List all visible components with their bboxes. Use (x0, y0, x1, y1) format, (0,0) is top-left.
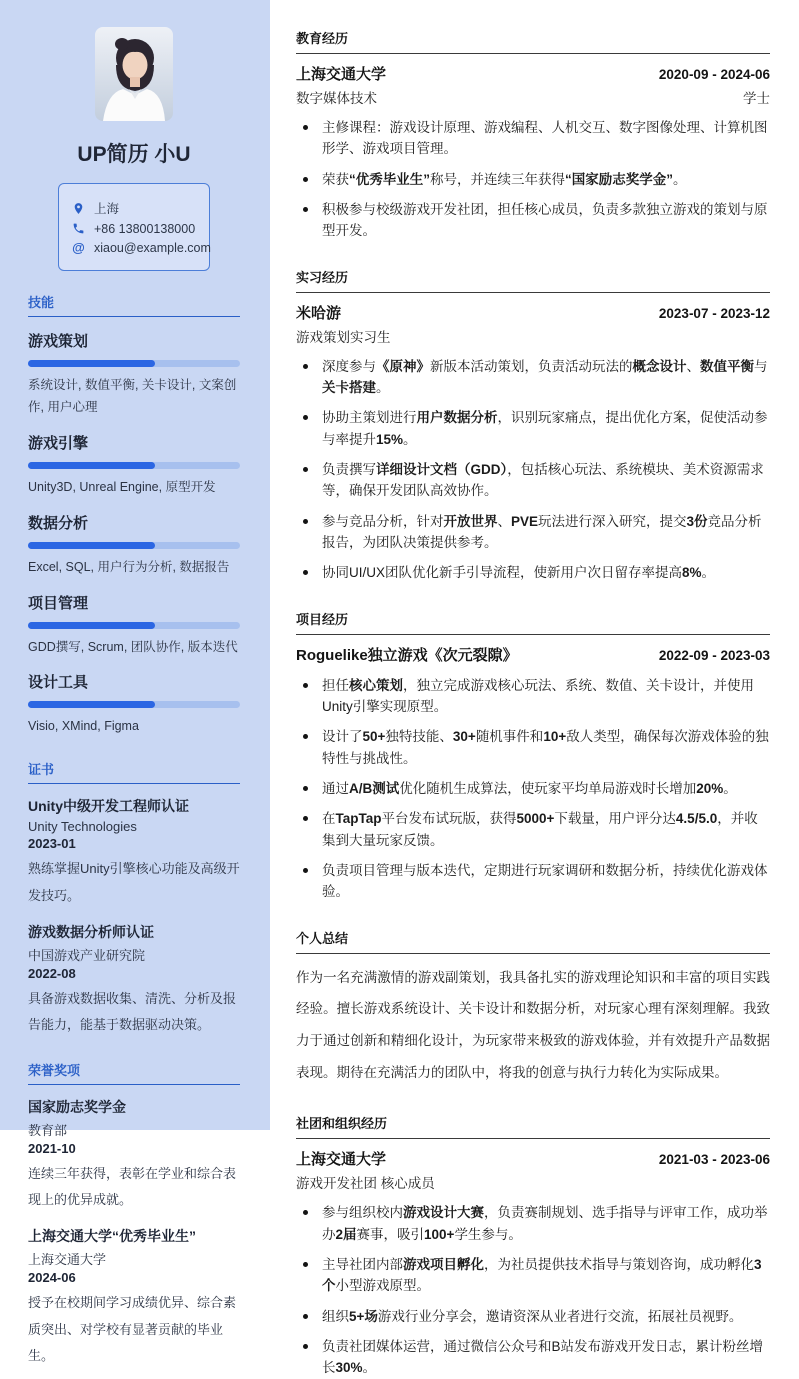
entry-header (296, 302, 770, 323)
bullet-text: ，包括核心玩法、系统模块、美术资源需求等，确保开发团队高效协作。 (322, 461, 764, 499)
entry-date: 2022-09 - 2023-03 (658, 647, 770, 663)
bullet-item (296, 169, 770, 190)
entry-subtitle: 游戏开发社团 核心成员 (296, 1176, 435, 1192)
skill-bar-fill (28, 542, 155, 549)
entry-header (296, 1148, 770, 1169)
skill-name: 设计工具 (28, 674, 89, 692)
entry-subtitle-row (296, 1172, 770, 1192)
bullet-text-bold: 20% (696, 780, 724, 796)
bullet-item (296, 726, 770, 769)
entry-header (296, 644, 770, 665)
skill-bar-fill (28, 701, 155, 708)
credential-name: 上海交通大学“优秀毕业生” (28, 1228, 196, 1245)
bullet-text: 积极参与校级游戏开发社团，担任核心成员，负责多款独立游戏的策划与原型开发。 (322, 201, 768, 239)
main-content (270, 0, 799, 1376)
credential-date: 2021-10 (28, 1140, 76, 1156)
entry-subtitle-row (296, 326, 770, 346)
section-title: 社团和组织经历 (296, 1113, 770, 1139)
bullet-item (296, 778, 770, 799)
skill-bar-fill (28, 360, 155, 367)
bullet-text: 赛事，吸引 (356, 1226, 425, 1242)
bullet-text: ，识别玩家痛点，提出优化方案，促使活动参与率提升 (322, 410, 768, 447)
bullet-text: 。 (673, 171, 687, 187)
entry-date: 2023-07 - 2023-12 (658, 305, 770, 321)
skill-name: 游戏策划 (28, 333, 89, 350)
bullet-text: 独特技能、 (385, 729, 453, 745)
sidebar (0, 0, 270, 1364)
summary-paragraph: 作为一名充满激情的游戏副策划，我具备扎实的游戏理论知识和丰富的项目实践经验。擅长游戏系统设计、关卡设计和数据分析，对玩家心理有深刻理解。我致力于通过创新和精细化设计，为玩家带来极致的游戏体验，并有效提升产品数据表现。期待在充满活力的团队中，将我的创意与执行力转化为实际成果。 (296, 969, 770, 1080)
entry-title: Roguelike独立游戏《次元裂隙》 (296, 646, 518, 664)
bullet-text: 游戏行业分享会，邀请资深从业者进行交流，拓展社员视野。 (377, 1308, 743, 1324)
entry-title: 上海交通大学 (296, 1151, 387, 1169)
skill-bar (28, 542, 240, 549)
bullet-text-bold: 5+场 (349, 1308, 378, 1324)
bullet-text: 玩法进行深入研究，提交 (538, 513, 687, 529)
awards-section-title: 荣誉奖项 (28, 1060, 240, 1085)
entry-degree: 学士 (743, 91, 770, 106)
skill-bar (28, 462, 240, 469)
skill-bar (28, 360, 240, 367)
skill-bar-fill (28, 622, 155, 629)
bullet-text: 主修课程：游戏设计原理、游戏编程、人机交互、数字图像处理、计算机图形学、游戏项目管理。 (322, 120, 768, 157)
bullet-text-bold: PVE (511, 513, 539, 529)
bullet-list (296, 356, 770, 584)
bullet-text: ，负责赛制规划、选手指导与评审工作，成功举办 (322, 1205, 768, 1242)
bullet-text-bold: “优秀毕业生” (349, 171, 430, 187)
bullet-list (296, 1202, 770, 1378)
bullet-text-bold: 15% (376, 431, 404, 447)
skill-description: GDD撰写, Scrum, 团队协作, 版本迭代 (28, 639, 238, 654)
section-title: 个人总结 (296, 928, 770, 954)
bullet-text: 。 (403, 431, 417, 447)
bullet-text-bold: 游戏设计大赛 (403, 1205, 484, 1221)
skill-item (28, 671, 240, 738)
bullet-item (296, 459, 770, 502)
bullet-item (296, 860, 770, 903)
bullet-text: 。 (376, 379, 390, 395)
section-title: 实习经历 (296, 267, 770, 293)
skill-bar (28, 622, 240, 629)
bullet-text-bold: 50+ (362, 729, 386, 745)
bullet-item (296, 407, 770, 450)
bullet-text-bold: 100+ (424, 1226, 455, 1242)
bullet-text-bold: “国家励志奖学金” (565, 171, 673, 187)
contact-text: +86 13800138000 (94, 221, 196, 236)
credential-description: 授予在校期间学习成绩优异、综合素质突出、对学校有显著贡献的毕业生。 (28, 1295, 237, 1364)
entry-title: 米哈游 (296, 304, 342, 322)
bullet-text-bold: 2届 (335, 1226, 357, 1242)
main-section (296, 1113, 770, 1378)
bullet-text-bold: A/B测试 (349, 780, 400, 796)
bullet-text-bold: 开放世界 (443, 513, 498, 529)
contact-row (71, 240, 211, 255)
credential-item (28, 922, 240, 1039)
bullet-text: 协同UI/UX团队优化新手引导流程，使新用户次日留存率提高 (322, 565, 683, 581)
bullet-text-bold: TapTap (335, 811, 382, 827)
entry-header (296, 63, 770, 84)
awards-list (28, 1097, 240, 1370)
skill-name: 数据分析 (28, 514, 89, 532)
skill-description: Visio, XMind, Figma (28, 719, 139, 734)
entry-date: 2021-03 - 2023-06 (658, 1152, 770, 1168)
entry-title: 上海交通大学 (296, 66, 387, 83)
skill-name: 游戏引擎 (28, 434, 89, 452)
bullet-item (296, 1336, 770, 1379)
bullet-text: 参与组织校内 (322, 1205, 403, 1221)
bullet-text-bold: 关卡搭建 (322, 379, 376, 395)
bullet-text: 设计了 (322, 729, 363, 745)
bullet-item (296, 1254, 770, 1297)
bullet-text-bold: 3个 (322, 1257, 762, 1294)
bullet-text-bold: 《原神》 (376, 358, 430, 374)
bullet-text: 在 (322, 811, 336, 827)
skill-item (28, 432, 240, 499)
bullet-text: 与 (754, 358, 768, 374)
phone-icon (71, 221, 86, 236)
bullet-text: 竞品分析报告，为团队决策提供参考。 (322, 513, 762, 550)
bullet-text: 称号，并连续三年获得 (430, 171, 565, 187)
entry-subtitle: 数字媒体技术 (296, 91, 377, 106)
bullet-text: 负责项目管理与版本迭代，定期进行玩家调研和数据分析，持续优化游戏体验。 (322, 862, 768, 900)
bullet-text-bold: 30% (335, 1360, 363, 1376)
credential-name: Unity中级开发工程师认证 (28, 798, 189, 815)
credential-name: 游戏数据分析师认证 (28, 923, 154, 940)
bullet-text: 负责社团媒体运营，通过微信公众号和B站发布游戏开发日志，累计粉丝增长 (322, 1339, 764, 1376)
bullet-text: ，独立完成游戏核心玩法、系统、数值、关卡设计，并使用Unity引擎实现原型。 (322, 677, 754, 714)
candidate-name: UP简历 小U (77, 143, 191, 166)
bullet-list (296, 675, 770, 903)
bullet-item (296, 199, 770, 242)
main-section (296, 609, 770, 903)
bullet-text: 。 (723, 780, 737, 796)
credential-date: 2023-01 (28, 836, 76, 852)
contact-row (71, 199, 199, 217)
entry-subtitle-row (296, 87, 770, 107)
contact-text: xiaou@example.com (94, 240, 211, 255)
credential-issuer: Unity Technologies (28, 819, 137, 835)
bullet-text: 新版本活动策划，负责活动玩法的 (430, 358, 633, 374)
bullet-text-bold: 游戏项目孵化 (403, 1257, 484, 1273)
bullet-text-bold: 30+ (452, 729, 476, 745)
skill-name: 项目管理 (28, 594, 89, 612)
bullet-text: ，并收集到大量玩家反馈。 (322, 811, 758, 848)
bullet-text-bold: 10+ (543, 729, 567, 745)
bullet-text-bold: 3份 (686, 513, 708, 529)
skill-bar (28, 701, 240, 708)
certs-list (28, 796, 240, 1039)
skills-section-title: 技能 (28, 292, 240, 317)
main-section (296, 267, 770, 584)
bullet-text: 组织 (322, 1308, 349, 1324)
bullet-text: 敌人类型，确保每次游戏体验的独特性与挑战性。 (322, 729, 769, 766)
bullet-text: 。 (362, 1360, 377, 1376)
entry-date: 2020-09 - 2024-06 (658, 67, 770, 82)
certs-section-title: 证书 (28, 759, 240, 784)
credential-description: 熟练掌握Unity引擎核心功能及高级开发技巧。 (28, 861, 240, 903)
skill-item (28, 592, 240, 659)
bullet-item (296, 808, 770, 851)
bullet-text: ，为社员提供技术指导与策划咨询，成功孵化 (484, 1257, 754, 1273)
bullet-text: 通过 (322, 780, 349, 796)
bullet-text-bold: 4.5/5.0 (675, 811, 718, 827)
bullet-text: 小型游戏原型。 (335, 1278, 430, 1294)
location-icon (71, 201, 86, 216)
skill-description: 系统设计, 数值平衡, 关卡设计, 文案创作, 用户心理 (28, 378, 237, 414)
bullet-text: 平台发布试玩版，获得 (381, 811, 517, 827)
bullet-text-bold: 核心策划 (349, 677, 403, 693)
bullet-item (296, 356, 770, 399)
credential-issuer: 教育部 (28, 1122, 68, 1138)
bullet-text-bold: 概念设计 (632, 358, 687, 374)
skill-item (28, 512, 240, 579)
skill-item (28, 330, 240, 419)
skill-description: Unity3D, Unreal Engine, 原型开发 (28, 479, 216, 494)
bullet-text: 、 (686, 358, 700, 374)
credential-item (28, 796, 240, 909)
contact-row (71, 221, 199, 236)
bullet-text: 荣获 (322, 171, 349, 187)
bullet-text: 主导社团内部 (322, 1257, 403, 1273)
section-title: 项目经历 (296, 609, 770, 635)
credential-description: 连续三年获得，表彰在学业和综合表现上的优异成就。 (28, 1165, 237, 1208)
bullet-text-bold: 详细设计文档（GDD） (376, 461, 508, 477)
bullet-item (296, 1202, 770, 1245)
skill-bar-fill (28, 462, 155, 469)
bullet-text: 深度参与 (322, 358, 376, 374)
bullet-text-bold: 5000+ (516, 811, 555, 827)
bullet-text: 协助主策划进行 (322, 410, 417, 426)
bullet-item (296, 511, 770, 554)
credential-issuer: 中国游戏产业研究院 (28, 947, 146, 963)
credential-name: 国家励志奖学金 (28, 1098, 126, 1115)
bullet-text: 负责撰写 (322, 461, 376, 477)
credential-item (28, 1226, 240, 1370)
main-section (296, 28, 770, 242)
bullet-text-bold: 用户数据分析 (416, 410, 498, 426)
bullet-text: 随机事件和 (475, 729, 544, 745)
credential-item (28, 1097, 240, 1214)
bullet-text: 、 (497, 513, 511, 529)
skill-description: Excel, SQL, 用户行为分析, 数据报告 (28, 559, 230, 574)
bullet-text: 。 (701, 565, 716, 581)
profile-photo (95, 27, 173, 121)
bullet-text: 下载量，用户评分达 (554, 811, 676, 827)
email-icon: @ (72, 240, 85, 255)
skills-list (28, 330, 240, 738)
bullet-text-bold: 8% (682, 565, 702, 581)
credential-description: 具备游戏数据收集、清洗、分析及报告能力，能基于数据驱动决策。 (28, 990, 237, 1033)
bullet-item (296, 1306, 770, 1327)
bullet-text: 优化随机生成算法，使玩家平均单局游戏时长增加 (399, 780, 697, 796)
bullet-item (296, 117, 770, 160)
main-section (296, 928, 770, 1089)
credential-date: 2022-08 (28, 965, 76, 981)
entry-subtitle: 游戏策划实习生 (296, 329, 391, 345)
credential-issuer: 上海交通大学 (28, 1252, 107, 1268)
bullet-text: 参与竞品分析，针对 (322, 513, 444, 529)
credential-date: 2024-06 (28, 1270, 76, 1286)
bullet-item (296, 562, 770, 583)
bullet-list (296, 117, 770, 242)
section-title: 教育经历 (296, 28, 770, 54)
bullet-text: 学生参与。 (454, 1226, 522, 1242)
bullet-item (296, 675, 770, 718)
contact-text: 上海 (94, 202, 120, 216)
bullet-text: 担任 (322, 677, 349, 693)
contact-card (58, 183, 210, 271)
bullet-text-bold: 数值平衡 (700, 358, 754, 374)
